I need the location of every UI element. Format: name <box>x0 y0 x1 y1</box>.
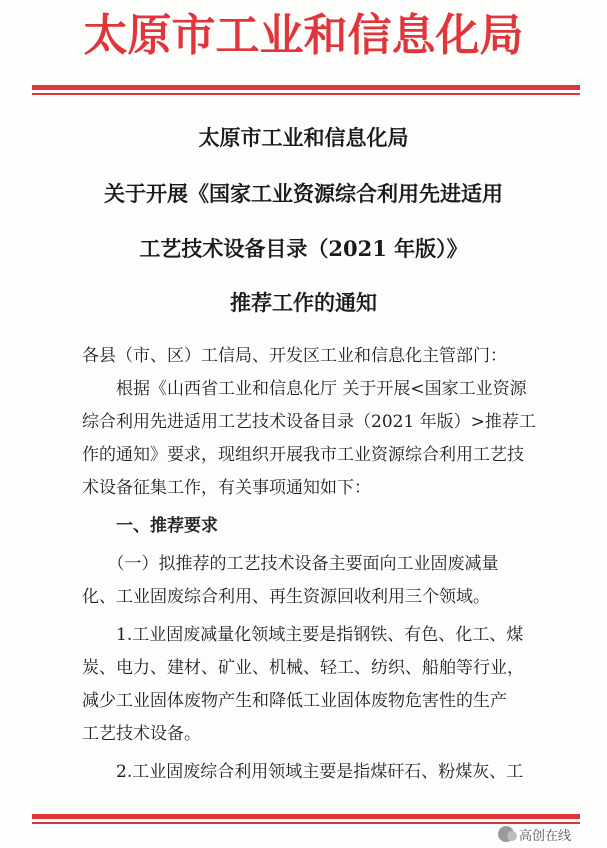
document-title-line-4: 推荐工作的通知 <box>230 290 377 315</box>
watermark-text: 高创在线 <box>519 828 572 844</box>
watermark <box>498 824 571 844</box>
body-paragraph-line: 工艺技术设备。 <box>82 724 201 744</box>
document-title-line-2: 关于开展《国家工业资源综合利用先进适用 <box>104 181 503 206</box>
masthead-rule-thick <box>32 85 580 90</box>
wechat-icon <box>498 826 514 842</box>
body-paragraph-line: 1.工业固废减量化领域主要是指钢铁、有色、化工、煤 <box>82 625 524 645</box>
body-paragraph-line: 2.工业固废综合利用领域主要是指煤矸石、粉煤灰、工 <box>82 762 524 782</box>
section-heading: 一、推荐要求 <box>82 516 218 536</box>
document-title-line-3: 工艺技术设备目录（2021 年版）》 <box>139 236 468 261</box>
document-title-line-1: 太原市工业和信息化局 <box>198 125 409 150</box>
masthead-rule-thin <box>32 93 580 95</box>
body-paragraph-line: 术设备征集工作，有关事项通知如下： <box>82 478 371 498</box>
body-paragraph-line: 综合利用先进适用工艺技术设备目录（2021 年版）>推荐工 <box>82 412 536 432</box>
body-paragraph-line: （一）拟推荐的工艺技术设备主要面向工业固废减量 <box>82 554 499 574</box>
masthead-title: 太原市工业和信息化局 <box>83 10 524 61</box>
body-addressee: 各县（市、区）工信局、开发区工业和信息化主管部门： <box>82 346 507 366</box>
body-paragraph-line: 化、工业固废综合利用、再生资源回收利用三个领域。 <box>82 587 490 607</box>
footer-rule-thick <box>32 814 580 819</box>
body-paragraph-line: 作的通知》要求，现组织开展我市工业资源综合利用工艺技 <box>82 445 524 465</box>
body-paragraph-line: 根据《山西省工业和信息化厅 关于开展<国家工业资源 <box>82 379 527 399</box>
body-paragraph-line: 减少工业固体废物产生和降低工业固体废物危害性的生产 <box>82 691 507 711</box>
body-paragraph-line: 炭、电力、建材、矿业、机械、轻工、纺织、船舶等行业， <box>82 658 524 678</box>
